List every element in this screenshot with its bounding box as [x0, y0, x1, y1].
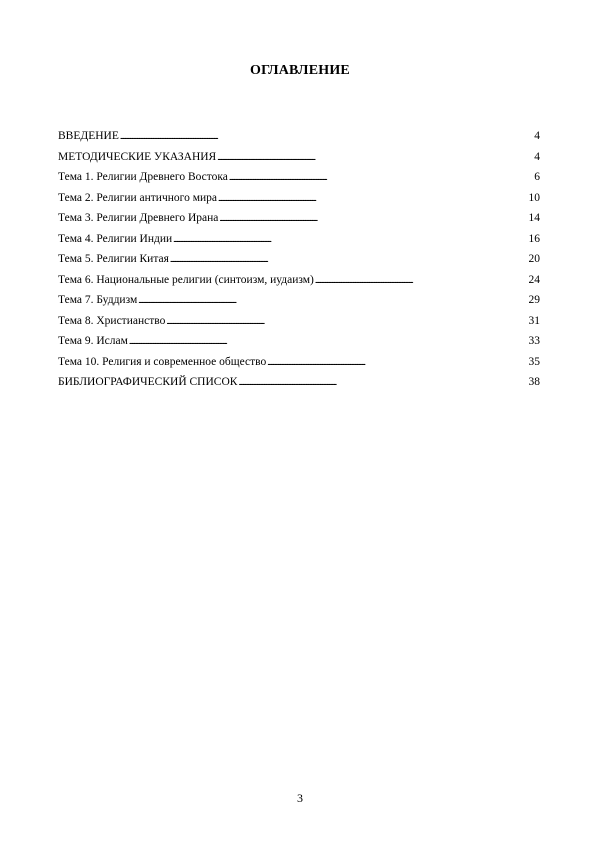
toc-entry-topic-8[interactable]	[58, 311, 540, 332]
toc-entry-topic-1[interactable]	[58, 167, 540, 188]
toc-entry-title: Тема 7. Буддизм	[58, 294, 138, 306]
toc-entry-page: 10	[528, 191, 540, 204]
toc-entry-title: Тема 4. Религии Индии	[58, 232, 173, 245]
toc-entry-title: Тема 9. Ислам	[58, 335, 128, 347]
toc-entry-title: ВВЕДЕНИЕ	[58, 130, 119, 142]
toc-entry-guidelines[interactable]	[58, 147, 540, 168]
toc-entry-introduction[interactable]	[58, 126, 540, 147]
toc-entry-page: 16	[528, 232, 540, 245]
toc-entry-title: Тема 5. Религии Китая	[58, 253, 169, 265]
toc-entry-title: Тема 1. Религии Древнего Востока	[58, 171, 228, 183]
toc-entry-page: 38	[528, 376, 540, 388]
toc-entry-page: 33	[528, 335, 540, 347]
page-number: 3	[297, 791, 303, 805]
toc-entry-topic-9[interactable]	[58, 331, 540, 352]
toc-dot-leader	[166, 311, 527, 332]
toc-dot-leader	[120, 126, 533, 147]
toc-entry-page: 14	[528, 212, 540, 224]
toc-entry-title: МЕТОДИЧЕСКИЕ УКАЗАНИЯ	[58, 150, 217, 163]
toc-dot-leader	[315, 270, 528, 291]
toc-dot-leader	[138, 290, 527, 311]
toc-entry-title: Тема 10. Религия и современное общество	[58, 355, 267, 368]
toc-entry-page: 29	[528, 294, 540, 306]
toc-dot-leader	[267, 352, 527, 373]
toc-dot-leader	[218, 188, 528, 209]
toc-entry-page: 20	[528, 253, 540, 265]
toc-entry-title: Тема 2. Религии античного мира	[58, 191, 217, 204]
toc-entry-topic-5[interactable]	[58, 249, 540, 270]
toc-dot-leader	[217, 147, 533, 168]
toc-dot-leader	[173, 229, 527, 250]
toc-entry-topic-2[interactable]	[58, 188, 540, 209]
toc-entry-title: БИБЛИОГРАФИЧЕСКИЙ СПИСОК	[58, 376, 238, 388]
page-title: ОГЛАВЛЕНИЕ	[250, 63, 350, 78]
toc-entry-page: 35	[528, 355, 540, 368]
toc-dot-leader	[219, 208, 527, 229]
toc-entry-topic-10[interactable]	[58, 352, 540, 373]
toc-entry-page: 31	[528, 314, 540, 327]
toc-entry-bibliography[interactable]	[58, 372, 540, 393]
toc-entry-title: Тема 6. Национальные религии (синтоизм, иудаизм)	[58, 273, 314, 286]
toc-entry-title: Тема 8. Христианство	[58, 314, 166, 327]
toc-entry-topic-6[interactable]	[58, 270, 540, 291]
toc-dot-leader	[238, 372, 527, 393]
toc-entry-page: 4	[534, 150, 540, 163]
toc-dot-leader	[129, 331, 528, 352]
toc-dot-leader	[229, 167, 533, 188]
toc-entry-topic-3[interactable]	[58, 208, 540, 229]
toc-entry-page: 4	[534, 130, 540, 142]
toc-entry-page: 24	[528, 273, 540, 286]
toc-entry-topic-4[interactable]	[58, 229, 540, 250]
toc-entry-title: Тема 3. Религии Древнего Ирана	[58, 212, 219, 224]
toc-entry-topic-7[interactable]	[58, 290, 540, 311]
toc-dot-leader	[170, 249, 528, 270]
toc-entry-page: 6	[534, 171, 540, 183]
table-of-contents	[58, 126, 540, 393]
